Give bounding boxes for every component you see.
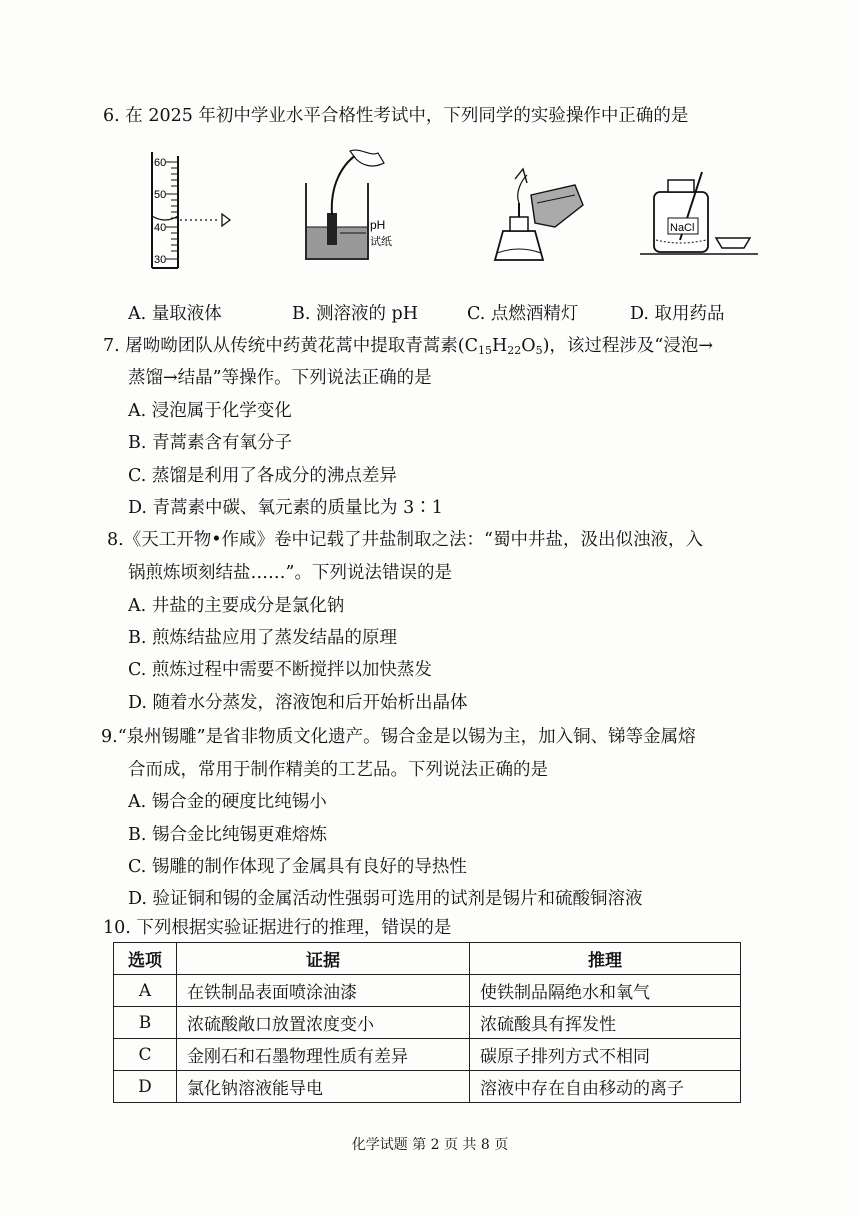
row-reasoning: 碳原子排列方式不相同 bbox=[470, 1039, 741, 1071]
q8-option-b: B. 煎炼结盐应用了蒸发结晶的原理 bbox=[128, 628, 397, 648]
q7-stem-line2: 蒸馏→结晶”等操作。下列说法正确的是 bbox=[128, 368, 432, 388]
q7-stem-line1: 7. 屠呦呦团队从传统中药黄花蒿中提取青蒿素$(C_{15}H_{22}O_5)$，该过程涉及“浸泡→ bbox=[103, 336, 714, 357]
q6-option-d: D. 取用药品 bbox=[630, 304, 725, 324]
row-reasoning: 使铁制品隔绝水和氧气 bbox=[470, 975, 741, 1007]
q7-option-d: D. 青蒿素中碳、氧元素的质量比为 3∶1 bbox=[128, 498, 443, 518]
nacl-label: NaCl bbox=[670, 222, 695, 234]
header-reasoning: 推理 bbox=[470, 943, 741, 975]
header-evidence: 证据 bbox=[177, 943, 470, 975]
row-option: B bbox=[114, 1007, 177, 1039]
q8-stem-line2: 锅煎炼顷刻结盐……”。下列说法错误的是 bbox=[128, 563, 452, 583]
row-option: A bbox=[114, 975, 177, 1007]
q7-option-a: A. 浸泡属于化学变化 bbox=[128, 401, 292, 421]
q9-stem-line1: 9.“泉州锡雕”是省非物质文化遗产。锡合金是以锡为主，加入铜、锑等金属熔 bbox=[101, 727, 696, 747]
table-row bbox=[114, 1007, 741, 1039]
row-reasoning: 浓硫酸具有挥发性 bbox=[470, 1007, 741, 1039]
q7-option-b: B. 青蒿素含有氧分子 bbox=[128, 433, 292, 453]
row-evidence: 氯化钠溶液能导电 bbox=[177, 1071, 470, 1103]
table-header-row bbox=[114, 943, 741, 975]
cylinder-mark-40: 40 bbox=[154, 222, 167, 234]
test-paper-label: 试纸 bbox=[370, 236, 392, 248]
header-option: 选项 bbox=[114, 943, 177, 975]
row-evidence: 浓硫酸敞口放置浓度变小 bbox=[177, 1007, 470, 1039]
q9-option-b: B. 锡合金比纯锡更难熔炼 bbox=[128, 825, 327, 845]
row-option: C bbox=[114, 1039, 177, 1071]
q6-option-a: A. 量取液体 bbox=[128, 304, 222, 324]
alcohol-lamp-figure bbox=[475, 165, 595, 265]
q8-option-c: C. 煎炼过程中需要不断搅拌以加快蒸发 bbox=[128, 660, 432, 680]
cylinder-mark-60: 60 bbox=[154, 157, 167, 169]
q9-stem-line2: 合而成，常用于制作精美的工艺品。下列说法正确的是 bbox=[128, 760, 548, 780]
q9-option-d: D. 验证铜和锡的金属活动性强弱可选用的试剂是锡片和硫酸铜溶液 bbox=[128, 889, 643, 909]
table-row bbox=[114, 1071, 741, 1103]
q10-table bbox=[113, 942, 741, 1103]
q8-stem-line1: 8.《天工开物•作咸》卷中记载了井盐制取之法：“蜀中井盐，汲出似浊液，入 bbox=[107, 530, 703, 550]
table-row bbox=[114, 975, 741, 1007]
row-reasoning: 溶液中存在自由移动的离子 bbox=[470, 1071, 741, 1103]
q10-stem: 10. 下列根据实验证据进行的推理，错误的是 bbox=[103, 918, 452, 938]
cylinder-mark-30: 30 bbox=[154, 254, 167, 266]
graduated-cylinder-figure bbox=[128, 150, 258, 272]
cylinder-mark-50: 50 bbox=[154, 189, 167, 201]
q6-stem: 6. 在 2025 年初中学业水平合格性考试中，下列同学的实验操作中正确的是 bbox=[103, 106, 689, 126]
table-row bbox=[114, 1039, 741, 1071]
row-evidence: 在铁制品表面喷涂油漆 bbox=[177, 975, 470, 1007]
q8-option-d: D. 随着水分蒸发，溶液饱和后开始析出晶体 bbox=[128, 693, 468, 713]
q9-option-a: A. 锡合金的硬度比纯锡小 bbox=[128, 792, 327, 812]
q6-option-b: B. 测溶液的 pH bbox=[292, 304, 419, 324]
ph-test-figure bbox=[300, 145, 420, 265]
row-evidence: 金刚石和石墨物理性质有差异 bbox=[177, 1039, 470, 1071]
page-footer: 化学试题 第 2 页 共 8 页 bbox=[351, 1137, 509, 1153]
q6-option-c: C. 点燃酒精灯 bbox=[467, 304, 579, 324]
ph-label: pH bbox=[370, 218, 386, 232]
q8-option-a: A. 井盐的主要成分是氯化钠 bbox=[128, 596, 345, 616]
q9-option-c: C. 锡雕的制作体现了金属具有良好的导热性 bbox=[128, 857, 467, 877]
q7-option-c: C. 蒸馏是利用了各成分的沸点差异 bbox=[128, 466, 397, 486]
reagent-bottle-figure bbox=[640, 170, 760, 260]
row-option: D bbox=[114, 1071, 177, 1103]
